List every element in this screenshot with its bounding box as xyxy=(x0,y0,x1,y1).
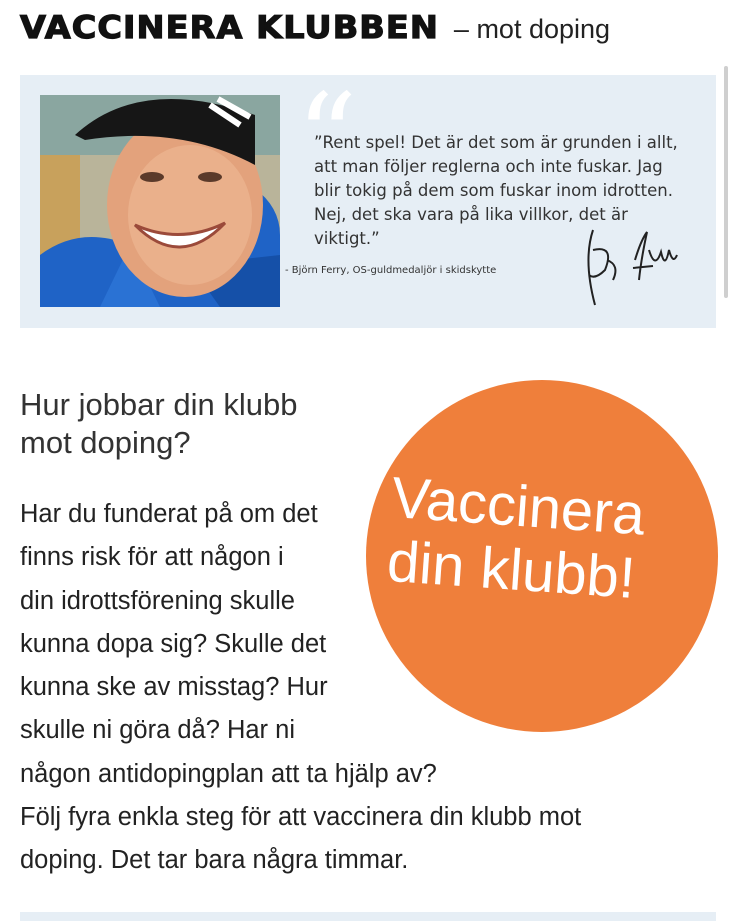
body-line: finns risk för att någon i xyxy=(20,543,284,572)
vaccinera-badge[interactable] xyxy=(366,380,718,732)
article-heading xyxy=(20,386,370,462)
body-line: skulle ni göra då? Har ni xyxy=(20,716,295,745)
brand-tagline: – mot doping xyxy=(453,14,611,44)
body-line: kunna dopa sig? Skulle det xyxy=(20,629,327,658)
body-line: Följ fyra enkla steg för att vaccinera din klubb mot xyxy=(20,803,582,832)
body-line: kunna ske av misstag? Hur xyxy=(20,673,328,702)
body-line: din idrottsförening skulle xyxy=(20,586,295,615)
article-body xyxy=(20,493,582,883)
quote-text: ”Rent spel! Det är det som är grunden i allt, att man följer reglerna och inte fuskar. Jag blir tokig på dem som fuskar inom idrotten. Nej, det ska vara på lika villkor, det är viktigt.” xyxy=(314,133,678,248)
next-section-bar xyxy=(20,912,716,921)
quote-attribution: - Björn Ferry, OS-guldmedaljör i skidskytte xyxy=(285,265,497,276)
quote-mark-icon: “ xyxy=(296,69,358,208)
body-line: någon antidopingplan att ta hjälp av? xyxy=(20,759,437,788)
heading-line: mot doping? xyxy=(20,425,191,460)
scrollbar-thumb[interactable] xyxy=(724,66,728,298)
badge-line: Vaccinera xyxy=(389,465,648,548)
quote-box xyxy=(20,69,716,328)
badge-line: din klubb! xyxy=(385,528,638,612)
page-header xyxy=(20,10,720,54)
brand-title: VACCINERA KLUBBEN xyxy=(20,10,439,46)
signature-image xyxy=(575,220,685,310)
body-line: doping. Det tar bara några timmar. xyxy=(20,846,409,875)
athlete-photo xyxy=(40,95,280,307)
heading-line: Hur jobbar din klubb xyxy=(20,387,298,422)
body-line: Har du funderat på om det xyxy=(20,500,318,528)
